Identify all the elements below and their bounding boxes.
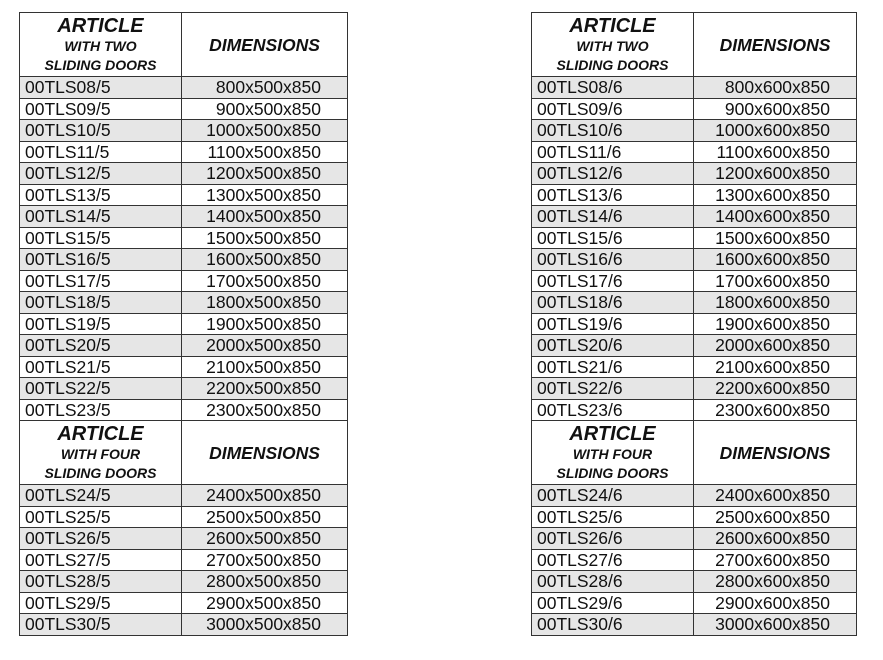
table-row (20, 270, 348, 292)
table-row (20, 485, 348, 507)
article-header-cell (532, 421, 694, 485)
dimensions-cell: 2400x600x850 (694, 485, 857, 507)
table-row (532, 98, 857, 120)
table-row (532, 227, 857, 249)
dimensions-cell: 2500x600x850 (694, 506, 857, 528)
table-row (20, 227, 348, 249)
dimensions-header-cell: DIMENSIONS (694, 421, 857, 485)
table-row (20, 399, 348, 421)
dimensions-header-cell: DIMENSIONS (182, 13, 348, 77)
dimensions-cell: 2900x500x850 (182, 592, 348, 614)
dimensions-cell: 1700x500x850 (182, 270, 348, 292)
dimensions-cell: 1000x600x850 (694, 120, 857, 142)
article-code-cell: 00TLS29/6 (532, 592, 694, 614)
article-code-cell: 00TLS17/5 (20, 270, 182, 292)
dimensions-cell: 2900x600x850 (694, 592, 857, 614)
table-row (532, 356, 857, 378)
dimensions-cell: 2600x500x850 (182, 528, 348, 550)
article-code-cell: 00TLS20/6 (532, 335, 694, 357)
article-code-cell: 00TLS24/6 (532, 485, 694, 507)
table-row (532, 77, 857, 99)
article-header-line1: ARTICLE (57, 422, 144, 445)
dimensions-cell: 1900x600x850 (694, 313, 857, 335)
right-dimensions-table (531, 12, 857, 636)
article-code-cell: 00TLS16/6 (532, 249, 694, 271)
dimensions-cell: 1400x600x850 (694, 206, 857, 228)
article-header-line1: ARTICLE (57, 14, 144, 37)
article-code-cell: 00TLS23/5 (20, 399, 182, 421)
table-body (20, 13, 348, 636)
article-header-cell (20, 421, 182, 485)
dimensions-cell: 1300x600x850 (694, 184, 857, 206)
table-body (532, 13, 857, 636)
article-code-cell: 00TLS27/5 (20, 549, 182, 571)
table-row (20, 77, 348, 99)
dimensions-cell: 1400x500x850 (182, 206, 348, 228)
table-row (20, 249, 348, 271)
article-code-cell: 00TLS11/5 (20, 141, 182, 163)
section-header-row (20, 13, 348, 77)
article-code-cell: 00TLS12/6 (532, 163, 694, 185)
dimensions-cell: 800x500x850 (182, 77, 348, 99)
dimensions-cell: 900x600x850 (694, 98, 857, 120)
table-row (20, 506, 348, 528)
dimensions-cell: 1900x500x850 (182, 313, 348, 335)
article-code-cell: 00TLS30/6 (532, 614, 694, 636)
table-row (532, 249, 857, 271)
dimensions-cell: 2300x600x850 (694, 399, 857, 421)
table-row (532, 506, 857, 528)
table-row (20, 163, 348, 185)
table-row (532, 549, 857, 571)
section-header-row (532, 421, 857, 485)
article-code-cell: 00TLS08/5 (20, 77, 182, 99)
table-row (20, 335, 348, 357)
table-row (532, 184, 857, 206)
article-code-cell: 00TLS10/6 (532, 120, 694, 142)
section-header-row (532, 13, 857, 77)
dimensions-cell: 1500x500x850 (182, 227, 348, 249)
article-header-line2: WITH FOUR (572, 445, 653, 462)
article-code-cell: 00TLS19/6 (532, 313, 694, 335)
dimensions-cell: 1200x600x850 (694, 163, 857, 185)
article-code-cell: 00TLS30/5 (20, 614, 182, 636)
article-code-cell: 00TLS20/5 (20, 335, 182, 357)
article-code-cell: 00TLS19/5 (20, 313, 182, 335)
article-code-cell: 00TLS27/6 (532, 549, 694, 571)
table-row (20, 184, 348, 206)
dimensions-cell: 2400x500x850 (182, 485, 348, 507)
dimensions-cell: 2100x600x850 (694, 356, 857, 378)
article-code-cell: 00TLS28/6 (532, 571, 694, 593)
dimensions-cell: 1600x600x850 (694, 249, 857, 271)
article-code-cell: 00TLS18/5 (20, 292, 182, 314)
article-code-cell: 00TLS16/5 (20, 249, 182, 271)
article-header-line2: WITH TWO (576, 37, 649, 54)
dimensions-cell: 1100x500x850 (182, 141, 348, 163)
article-code-cell: 00TLS17/6 (532, 270, 694, 292)
dimensions-cell: 1200x500x850 (182, 163, 348, 185)
table-row (20, 206, 348, 228)
dimensions-cell: 1700x600x850 (694, 270, 857, 292)
dimensions-cell: 1600x500x850 (182, 249, 348, 271)
dimensions-cell: 1000x500x850 (182, 120, 348, 142)
article-code-cell: 00TLS26/6 (532, 528, 694, 550)
table-row (532, 485, 857, 507)
table-row (20, 378, 348, 400)
table-row (20, 571, 348, 593)
table-row (532, 141, 857, 163)
article-code-cell: 00TLS11/6 (532, 141, 694, 163)
article-header-line3: SLIDING DOORS (44, 464, 157, 481)
dimensions-header-cell: DIMENSIONS (182, 421, 348, 485)
table-row (532, 163, 857, 185)
table-row (20, 528, 348, 550)
article-header-line2: WITH FOUR (60, 445, 141, 462)
table-row (532, 335, 857, 357)
article-header-cell (20, 13, 182, 77)
article-code-cell: 00TLS10/5 (20, 120, 182, 142)
article-code-cell: 00TLS25/6 (532, 506, 694, 528)
table-row (532, 399, 857, 421)
article-code-cell: 00TLS08/6 (532, 77, 694, 99)
table-row (532, 592, 857, 614)
table-row (20, 120, 348, 142)
article-code-cell: 00TLS12/5 (20, 163, 182, 185)
table-row (532, 571, 857, 593)
table-row (532, 292, 857, 314)
left-dimensions-table (19, 12, 348, 636)
table-row (20, 313, 348, 335)
article-header-line3: SLIDING DOORS (556, 464, 669, 481)
dimensions-cell: 1300x500x850 (182, 184, 348, 206)
article-code-cell: 00TLS25/5 (20, 506, 182, 528)
table-row (20, 614, 348, 636)
dimensions-cell: 2000x600x850 (694, 335, 857, 357)
article-header-line3: SLIDING DOORS (44, 56, 157, 73)
table-row (20, 98, 348, 120)
table-row (20, 292, 348, 314)
article-code-cell: 00TLS28/5 (20, 571, 182, 593)
dimensions-cell: 3000x500x850 (182, 614, 348, 636)
article-header-line1: ARTICLE (569, 422, 656, 445)
article-code-cell: 00TLS24/5 (20, 485, 182, 507)
dimensions-cell: 1100x600x850 (694, 141, 857, 163)
dimensions-cell: 900x500x850 (182, 98, 348, 120)
section-header-row (20, 421, 348, 485)
article-code-cell: 00TLS14/5 (20, 206, 182, 228)
article-code-cell: 00TLS21/5 (20, 356, 182, 378)
dimensions-cell: 1500x600x850 (694, 227, 857, 249)
table-row (532, 270, 857, 292)
dimensions-cell: 2100x500x850 (182, 356, 348, 378)
dimensions-cell: 2600x600x850 (694, 528, 857, 550)
table-row (532, 614, 857, 636)
article-code-cell: 00TLS29/5 (20, 592, 182, 614)
table-row (20, 356, 348, 378)
article-code-cell: 00TLS22/5 (20, 378, 182, 400)
dimensions-cell: 800x600x850 (694, 77, 857, 99)
article-code-cell: 00TLS23/6 (532, 399, 694, 421)
table-row (532, 206, 857, 228)
table-row (532, 120, 857, 142)
dimensions-cell: 1800x500x850 (182, 292, 348, 314)
table-row (20, 549, 348, 571)
article-code-cell: 00TLS13/6 (532, 184, 694, 206)
article-code-cell: 00TLS13/5 (20, 184, 182, 206)
table-row (532, 528, 857, 550)
table-row (532, 378, 857, 400)
dimensions-cell: 2200x600x850 (694, 378, 857, 400)
article-code-cell: 00TLS15/6 (532, 227, 694, 249)
article-code-cell: 00TLS14/6 (532, 206, 694, 228)
dimensions-cell: 2500x500x850 (182, 506, 348, 528)
article-code-cell: 00TLS22/6 (532, 378, 694, 400)
article-code-cell: 00TLS09/5 (20, 98, 182, 120)
dimensions-cell: 3000x600x850 (694, 614, 857, 636)
dimensions-cell: 2700x600x850 (694, 549, 857, 571)
dimensions-header-cell: DIMENSIONS (694, 13, 857, 77)
dimensions-cell: 2800x500x850 (182, 571, 348, 593)
article-code-cell: 00TLS09/6 (532, 98, 694, 120)
article-header-line2: WITH TWO (64, 37, 137, 54)
article-code-cell: 00TLS15/5 (20, 227, 182, 249)
table-row (532, 313, 857, 335)
table-row (20, 141, 348, 163)
dimensions-cell: 2200x500x850 (182, 378, 348, 400)
article-header-line3: SLIDING DOORS (556, 56, 669, 73)
dimensions-cell: 2300x500x850 (182, 399, 348, 421)
dimensions-cell: 2700x500x850 (182, 549, 348, 571)
table-row (20, 592, 348, 614)
dimensions-cell: 1800x600x850 (694, 292, 857, 314)
article-code-cell: 00TLS21/6 (532, 356, 694, 378)
article-code-cell: 00TLS18/6 (532, 292, 694, 314)
dimensions-cell: 2800x600x850 (694, 571, 857, 593)
article-header-cell (532, 13, 694, 77)
dimensions-cell: 2000x500x850 (182, 335, 348, 357)
article-header-line1: ARTICLE (569, 14, 656, 37)
article-code-cell: 00TLS26/5 (20, 528, 182, 550)
